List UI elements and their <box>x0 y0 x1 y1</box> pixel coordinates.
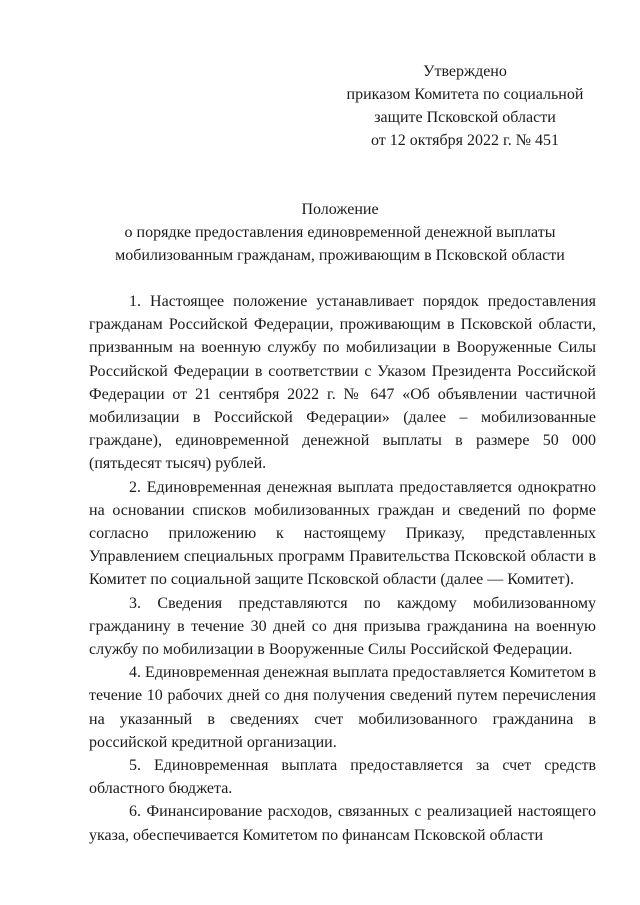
paragraph-5: 5. Единовременная выплата предоставляется за счет средств областного бюджета. <box>89 757 596 798</box>
approval-stamp <box>330 60 600 152</box>
document-subtitle-line-1: о порядке предоставления единовременной денежной выплаты <box>124 224 556 241</box>
approval-line-order: приказом Комитета по социальной <box>346 86 584 103</box>
paragraph-1: 1. Настоящее положение устанавливает порядок предоставления гражданам Российской Федерации, проживающим в Псковской области, призванным на военную службу по мобилизации в Вооруженные Силы Российской Федерации в соответствии с Указом Президента Российской Федерации от 21 сентября 2022 г. № 647 «Об объявлении частичной мобилизации в Российской Федерации» (далее – мобилизованные граждане), единовременной денежной выплаты в размере 50 000 (пятьдесят тысяч) рублей. <box>89 293 596 473</box>
document-heading <box>80 198 600 267</box>
paragraph-3: 3. Сведения представляются по каждому мобилизованному гражданину в течение 30 дней со дня призыва гражданина на военную службу по мобилизации в Вооруженные Силы Российской Федерации. <box>89 594 596 659</box>
approval-line-approved: Утверждено <box>423 63 507 80</box>
paragraph-6: 6. Финансирование расходов, связанных с реализацией настоящего указа, обеспечивается Комитетом по финансам Псковской области <box>89 803 596 844</box>
document-title: Положение <box>301 201 379 218</box>
paragraph-4: 4. Единовременная денежная выплата предоставляется Комитетом в течение 10 рабочих дней со дня получения сведений путем перечисления на указанный в сведениях счет мобилизованного гражданина в российской кредитной организации. <box>89 664 596 751</box>
document-body <box>89 290 596 847</box>
paragraph-2: 2. Единовременная денежная выплата предоставляется однократно на основании списков мобилизованных граждан и сведений по форме согласно приложению к настоящему Приказу, представленных Управлением специальных программ Правительства Псковской области в Комитет по социальной защите Псковской области (далее — Комитет). <box>89 478 596 589</box>
document-subtitle-line-2: мобилизованным гражданам, проживающим в Псковской области <box>115 247 565 264</box>
approval-line-date: от 12 октября 2022 г. № 451 <box>370 132 559 149</box>
approval-line-committee: защите Псковской области <box>374 109 556 126</box>
